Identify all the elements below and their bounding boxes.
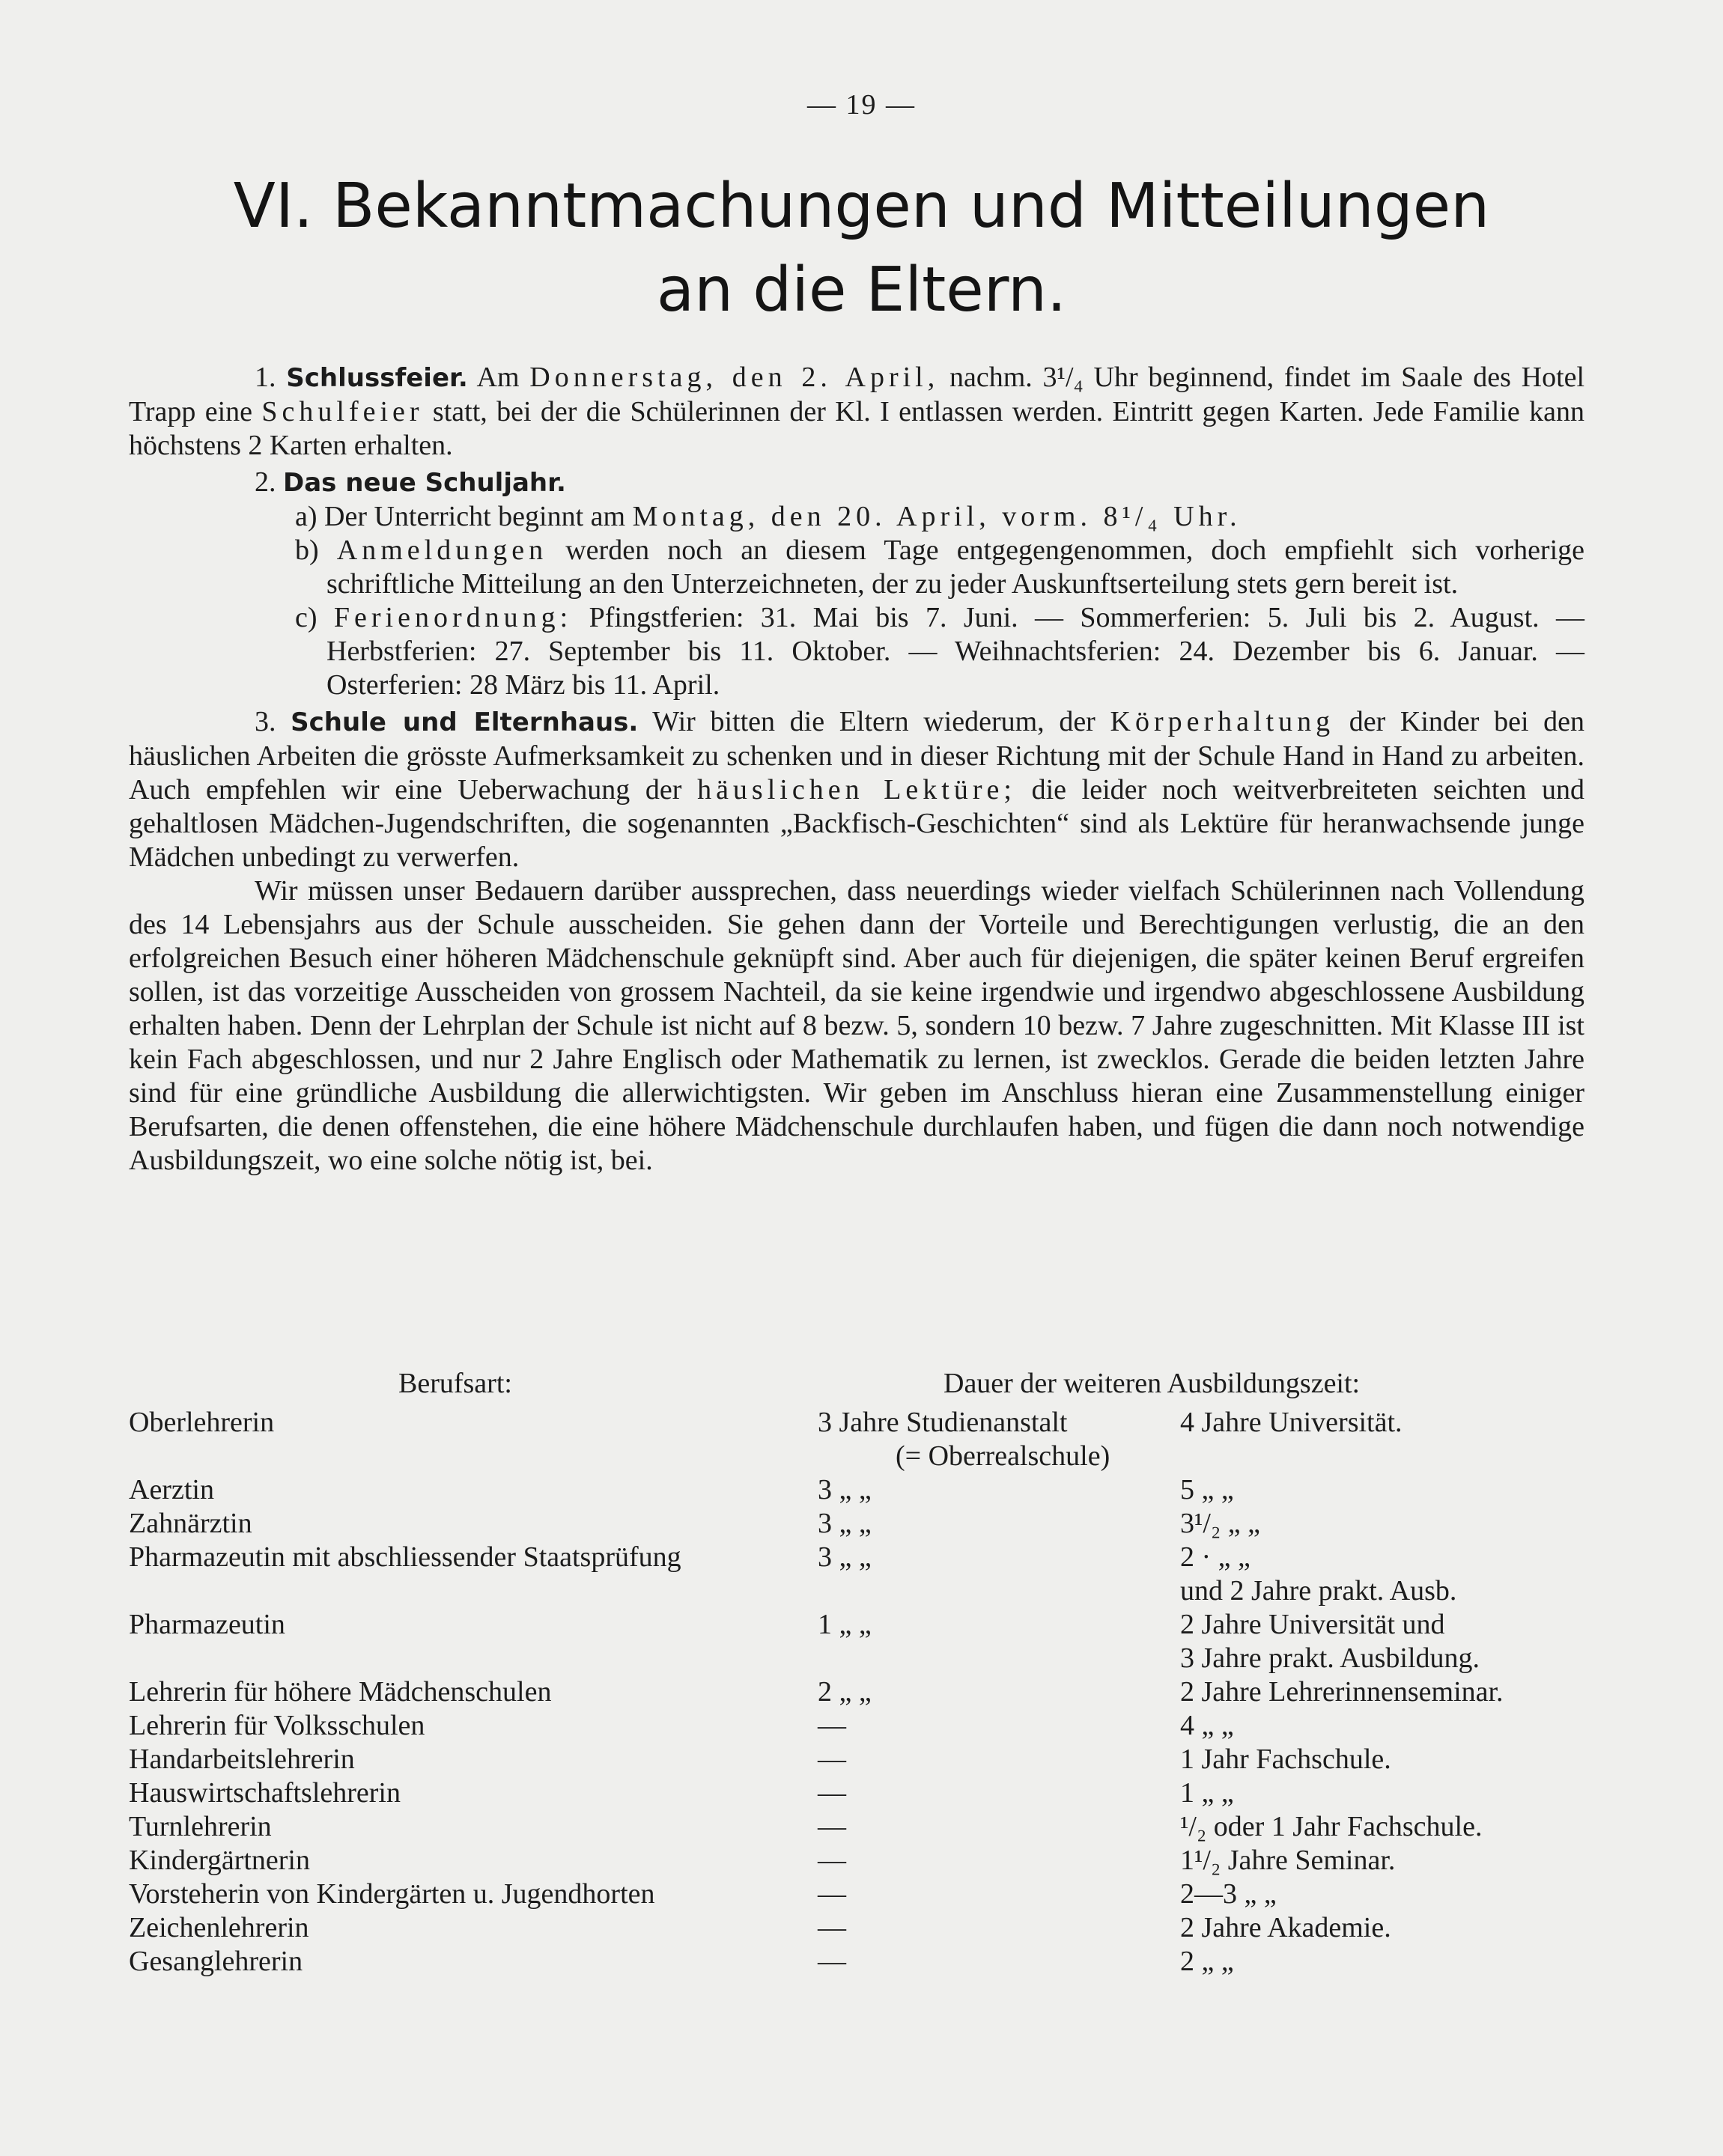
duration-post-cell: 2 Jahre Universität und (1180, 1609, 1445, 1640)
item-label: a) (295, 501, 317, 532)
table-row (129, 1406, 1596, 1473)
duration-post-cell: 2 · „ „ (1180, 1541, 1251, 1573)
header-dauer: Dauer der weiteren Ausbildungszeit: (943, 1368, 1361, 1399)
table-body (129, 1406, 1596, 1979)
profession-cell: Kindergärtnerin (129, 1845, 310, 1876)
duration-pre-cell: 1 „ „ (818, 1609, 872, 1640)
duration-post-cell: 1 „ „ (1180, 1777, 1234, 1809)
page-title-line-1: VI. Bekanntmachungen und Mitteilungen (233, 171, 1490, 242)
section-schlussfeier (129, 361, 1584, 463)
table-row (129, 1675, 1596, 1709)
duration-post-cell: 1 Jahr Fachschule. (1180, 1744, 1391, 1775)
text: werden noch an diesem Tage entgegengenommen, doch empfiehlt sich vorherige schriftliche Mitteilung an den Unterzeichneten, der zu jeder Auskunftserteilung stets gern bereit ist. (326, 535, 1585, 600)
table-row (129, 1810, 1596, 1844)
section-heading: Schule und Elternhaus. (291, 707, 639, 737)
schuljahr-item-a (295, 500, 1584, 534)
profession-cell: Zeichenlehrerin (129, 1912, 309, 1943)
text: Am (476, 362, 520, 393)
table-row (129, 1844, 1596, 1878)
professions-table (129, 1367, 1596, 1979)
section-number: 1. (255, 362, 276, 393)
profession-cell: Pharmazeutin (129, 1609, 285, 1640)
duration-post-cell: 2—3 „ „ (1180, 1878, 1277, 1910)
text: der Kinder bei den häuslichen Arbeiten die grösste Aufmerksamkeit zu schenken und in dieser Richtung mit der Schule Hand in Hand zu arbeiten. Auch empfehlen wir eine Ueberwachung der (129, 706, 1585, 806)
duration-pre-note: (= Oberrealschule) (896, 1440, 1110, 1472)
spaced-word: Körperhaltung (1110, 706, 1335, 737)
profession-cell: Turnlehrerin (129, 1811, 272, 1842)
spaced-event: Schulfeier (261, 396, 424, 427)
duration-post-cell: ¹/₂ oder 1 Jahr Fachschule. (1180, 1811, 1483, 1842)
table-header (129, 1367, 1596, 1406)
schuljahr-item-b (295, 534, 1585, 601)
duration-post-cell: 4 „ „ (1180, 1710, 1234, 1741)
profession-cell: Oberlehrerin (129, 1407, 275, 1438)
duration-post-note: 3 Jahre prakt. Ausbildung. (1180, 1642, 1480, 1674)
spaced-word: häuslichen Lektüre; (697, 774, 1016, 806)
profession-cell: Pharmazeutin mit abschliessender Staatsprüfung (129, 1541, 681, 1573)
duration-post-cell: 2 Jahre Lehrerinnenseminar. (1180, 1676, 1504, 1708)
text: Wir bitten die Eltern wiederum, der (652, 706, 1096, 737)
profession-cell: Lehrerin für Volksschulen (129, 1710, 425, 1741)
duration-post-cell: 3¹/₂ „ „ (1180, 1508, 1260, 1539)
table-row (129, 1743, 1596, 1776)
text: Pfingstferien: 31. Mai bis 7. Juni. — Sommerferien: 5. Juli bis 2. August. — Herbstferien: 27. September bis 11. Oktober. — Weihnachtsferien: 24. Dezember bis 6. Januar. — Osterferien: 28 März bis 11. April. (326, 602, 1585, 701)
table-row (129, 1878, 1596, 1911)
spaced-word: Anmeldungen (336, 535, 548, 566)
duration-post-cell: 2 „ „ (1180, 1946, 1234, 1977)
duration-pre-cell: — (818, 1744, 846, 1775)
section-schuljahr-heading (129, 466, 1584, 500)
section-schule-elternhaus (129, 705, 1584, 874)
profession-cell: Gesanglehrerin (129, 1946, 303, 1977)
page-number: — 19 — (807, 89, 916, 121)
duration-pre-cell: — (818, 1946, 846, 1977)
duration-pre-cell: 3 Jahre Studienanstalt (818, 1407, 1068, 1438)
spaced-word: Ferienordnung: (333, 602, 573, 633)
duration-pre-cell: 3 „ „ (818, 1541, 872, 1573)
page-title-line-2: an die Eltern. (656, 255, 1067, 326)
duration-pre-cell: — (818, 1710, 846, 1741)
text: die leider noch weitverbreiteten seichten und gehaltlosen Mädchen-Jugendschriften, die sogenannten „Backfisch-Geschichten“ sind als Lektüre für heranwachsende junge Mädchen unbedingt zu verwerfen. (129, 774, 1585, 873)
schuljahr-item-c (295, 601, 1585, 702)
duration-pre-cell: 3 „ „ (818, 1508, 872, 1539)
body-text (129, 361, 1584, 1178)
duration-pre-cell: — (818, 1811, 846, 1842)
table-row (129, 1945, 1596, 1979)
item-label: c) (295, 602, 317, 633)
table-row (129, 1608, 1596, 1675)
profession-cell: Aerztin (129, 1474, 214, 1505)
duration-pre-cell: — (818, 1845, 846, 1876)
section-heading: Das neue Schuljahr. (283, 468, 566, 498)
profession-cell: Handarbeitslehrerin (129, 1744, 355, 1775)
item-label: b) (295, 535, 319, 566)
duration-pre-cell: 3 „ „ (818, 1474, 872, 1505)
duration-post-cell: 1¹/₂ Jahre Seminar. (1180, 1845, 1396, 1876)
section-number: 2. (255, 466, 276, 498)
section-heading: Schlussfeier. (286, 363, 468, 393)
duration-pre-cell: — (818, 1777, 846, 1809)
duration-pre-cell: — (818, 1912, 846, 1943)
duration-post-cell: 5 „ „ (1180, 1474, 1234, 1505)
paragraph-bedauern: Wir müssen unser Bedauern darüber aussprechen, dass neuerdings wieder vielfach Schülerinnen nach Vollendung des 14 Lebensjahrs aus der Schule ausscheiden. Sie gehen dann der Vorteile und Berechtigungen verlustig, die an den erfolgreichen Besuch einer höheren Mädchenschule geknüpft sind. Aber auch für diejenigen, die später keinen Beruf ergreifen sollen, ist das vorzeitige Ausscheiden von grossem Nachteil, da sie keine irgendwie und irgendwo abgeschlossene Ausbildung erhalten haben. Denn der Lehrplan der Schule ist nicht auf 8 bezw. 5, sondern 10 bezw. 7 Jahre zugeschnitten. Mit Klasse III ist kein Fach abgeschlossen, und nur 2 Jahre Englisch oder Mathematik zu lernen, ist zwecklos. Gerade die beiden letzten Jahre sind für eine gründliche Ausbildung die allerwichtigsten. Wir geben im Anschluss hieran eine Zusammenstellung einiger Berufsarten, die denen offenstehen, die eine höhere Mädchenschule durchlaufen haben, und fügen die dann noch notwendige Ausbildungszeit, wo eine solche nötig ist, bei. (129, 875, 1584, 1176)
profession-cell: Vorsteherin von Kindergärten u. Jugendhorten (129, 1878, 655, 1910)
spaced-date: Montag, den 20. April, vorm. 8¹/₄ Uhr. (632, 501, 1242, 532)
section-number: 3. (255, 706, 276, 737)
text: Der Unterricht beginnt am (324, 501, 626, 532)
duration-post-cell: 4 Jahre Universität. (1180, 1407, 1403, 1438)
duration-pre-cell: — (818, 1878, 846, 1910)
duration-pre-cell: 2 „ „ (818, 1676, 872, 1708)
duration-post-cell: 2 Jahre Akademie. (1180, 1912, 1391, 1943)
table-row (129, 1709, 1596, 1743)
table-row (129, 1473, 1596, 1507)
text: statt, bei der die Schülerinnen der Kl. I entlassen werden. Eintritt gegen Karten. Jede Familie kann höchstens 2 Karten erhalten. (129, 396, 1585, 461)
spaced-date: Donnerstag, den 2. April, (529, 362, 940, 393)
table-row (129, 1776, 1596, 1810)
duration-post-note: und 2 Jahre prakt. Ausb. (1180, 1575, 1457, 1607)
profession-cell: Hauswirtschaftslehrerin (129, 1777, 401, 1809)
table-row (129, 1911, 1596, 1945)
profession-cell: Lehrerin für höhere Mädchenschulen (129, 1676, 552, 1708)
text: nachm. 3¹/₄ Uhr beginnend, findet im Saale des Hotel Trapp eine (129, 362, 1585, 427)
table-row (129, 1541, 1596, 1608)
profession-cell: Zahnärztin (129, 1508, 252, 1539)
table-row (129, 1507, 1596, 1541)
header-berufsart: Berufsart: (398, 1368, 512, 1399)
